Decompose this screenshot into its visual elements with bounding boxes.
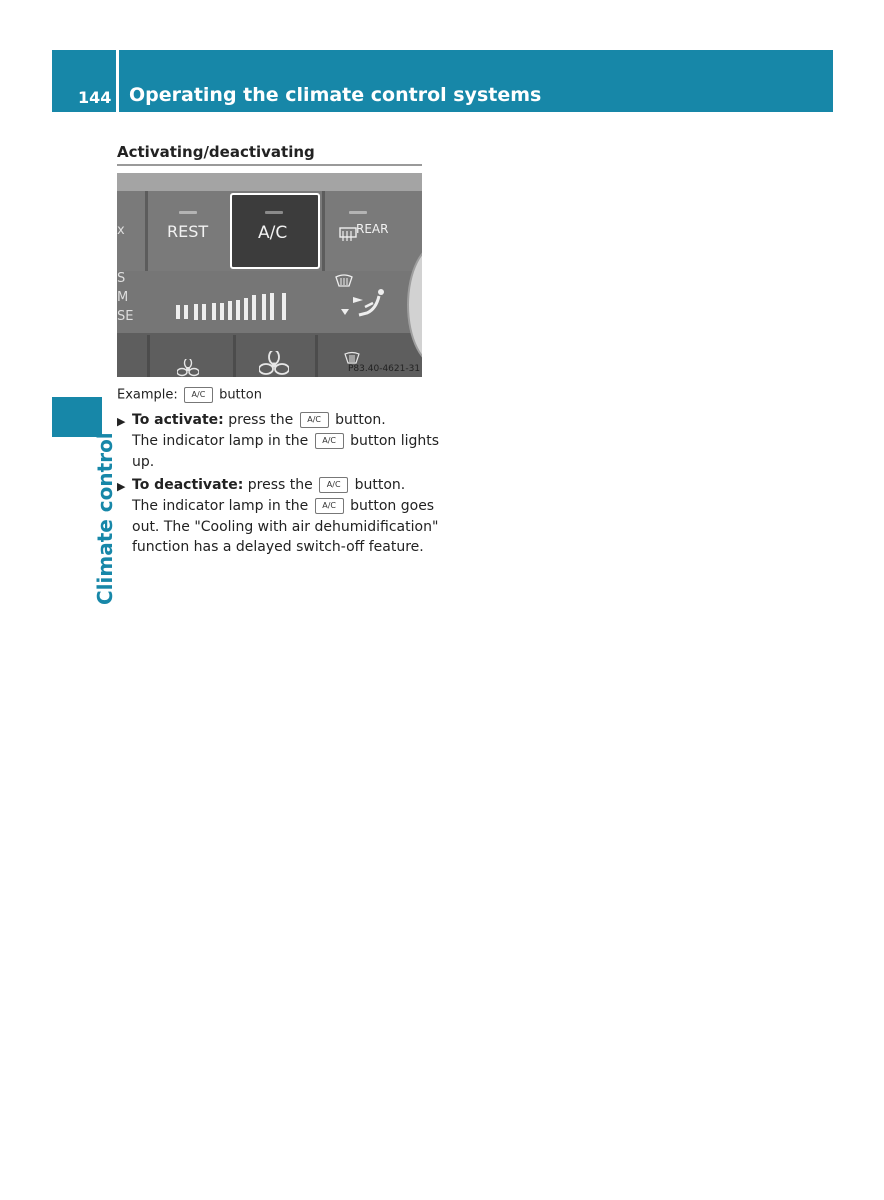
header-separator bbox=[116, 50, 119, 112]
activate-text-d: button lights bbox=[350, 433, 440, 449]
fan-high-icon bbox=[259, 351, 289, 377]
panel-divider bbox=[315, 335, 318, 377]
panel-divider bbox=[147, 335, 150, 377]
rear-label: REAR bbox=[356, 222, 389, 236]
fan-level-bar bbox=[212, 303, 216, 320]
rest-label: REST bbox=[167, 222, 209, 241]
side-tab-marker bbox=[52, 397, 102, 437]
heading-rule bbox=[117, 164, 422, 166]
activate-text-b: button. bbox=[335, 412, 386, 428]
activate-text-a: press the bbox=[228, 412, 294, 428]
climate-panel-figure bbox=[117, 173, 422, 377]
panel-divider bbox=[145, 191, 148, 271]
panel-divider bbox=[322, 191, 325, 271]
figure-caption bbox=[117, 387, 262, 403]
ac-label: A/C bbox=[258, 223, 288, 243]
deactivate-line-4: function has a delayed switch-off feature. bbox=[132, 539, 424, 555]
deactivate-text-a: press the bbox=[247, 477, 313, 493]
ac-key-icon: A/C bbox=[315, 498, 344, 514]
arrow-bullet-icon: ▶ bbox=[117, 415, 126, 428]
rest-indicator-lamp bbox=[179, 211, 197, 214]
panel-label-x: x bbox=[117, 223, 125, 238]
fan-level-bar bbox=[270, 293, 274, 320]
fan-level-bar bbox=[176, 305, 180, 319]
rear-indicator-lamp bbox=[349, 211, 367, 214]
page-number: 144 bbox=[78, 88, 112, 107]
deactivate-text-d: button goes bbox=[350, 498, 435, 514]
air-distribution-icon bbox=[339, 285, 387, 321]
caption-suffix: button bbox=[219, 387, 262, 403]
deactivate-line-3: out. The "Cooling with air dehumidification" bbox=[132, 519, 439, 535]
panel-label-se: SE bbox=[117, 309, 134, 324]
rear-defrost-icon bbox=[339, 227, 357, 243]
caption-prefix: Example: bbox=[117, 387, 178, 403]
panel-top-strip bbox=[117, 173, 422, 191]
fan-level-bar bbox=[236, 300, 240, 320]
fan-level-bar bbox=[282, 293, 286, 320]
deactivate-line-2 bbox=[132, 498, 434, 514]
ac-key-icon: A/C bbox=[300, 412, 329, 428]
activate-text-c: The indicator lamp in the bbox=[132, 433, 309, 449]
fan-level-bar bbox=[220, 303, 224, 320]
deactivate-line-1 bbox=[132, 477, 405, 493]
ac-key-icon: A/C bbox=[319, 477, 348, 493]
fan-level-bar bbox=[252, 295, 256, 320]
deactivate-text-c: The indicator lamp in the bbox=[132, 498, 309, 514]
fan-level-bar bbox=[184, 305, 188, 319]
deactivate-label: To deactivate: bbox=[132, 477, 244, 493]
activate-line-1 bbox=[132, 412, 386, 428]
chapter-title: Operating the climate control systems bbox=[129, 84, 542, 106]
panel-divider bbox=[233, 335, 236, 377]
panel-label-m: M bbox=[117, 290, 129, 305]
fan-level-bar bbox=[202, 304, 206, 320]
fan-level-bar bbox=[228, 301, 232, 320]
ac-key-icon: A/C bbox=[315, 433, 344, 449]
side-tab-label: Climate control bbox=[93, 432, 117, 605]
figure-code: P83.40-4621-31 bbox=[348, 364, 421, 374]
activate-label: To activate: bbox=[132, 412, 224, 428]
panel-label-s: S bbox=[117, 271, 126, 286]
arrow-bullet-icon: ▶ bbox=[117, 480, 126, 493]
activate-line-3: up. bbox=[132, 454, 155, 470]
fan-level-bar bbox=[244, 298, 248, 320]
fan-level-bar bbox=[262, 294, 266, 320]
ac-indicator-lamp bbox=[265, 211, 283, 214]
deactivate-text-b: button. bbox=[354, 477, 406, 493]
ac-key-icon: A/C bbox=[184, 387, 213, 403]
fan-level-bar bbox=[194, 304, 198, 320]
activate-line-2 bbox=[132, 433, 439, 449]
section-heading: Activating/deactivating bbox=[117, 143, 315, 161]
fan-low-icon bbox=[177, 359, 199, 377]
defrost-small-icon bbox=[343, 351, 361, 365]
